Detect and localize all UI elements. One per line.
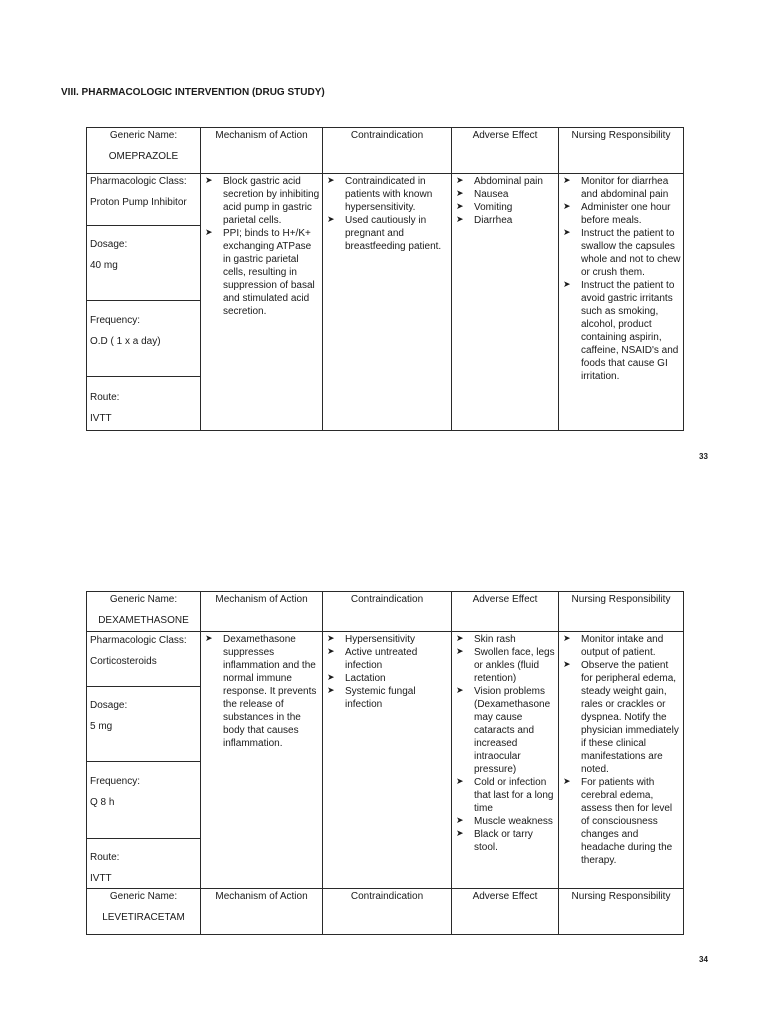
- list-item: ➤ Vision problems (Dexamethasone may cause cataracts and increased intraocular pressure): [456, 685, 556, 776]
- nursing-responsibility-header: Nursing Responsibility: [559, 889, 684, 935]
- contraindication-cell: [323, 174, 452, 431]
- list-item: ➤ PPI; binds to H+/K+ exchanging ATPase in gastric parietal cells, resulting in suppression of basal and stimulated acid secretion.: [205, 227, 320, 318]
- list-item: ➤ Vomiting: [456, 201, 556, 214]
- list-item: ➤ Instruct the patient to swallow the capsules whole and not to chew or crush them.: [563, 227, 681, 279]
- generic-name-value: OMEPRAZOLE: [108, 151, 179, 162]
- route-value: IVTT: [90, 873, 112, 884]
- list-item: ➤ Systemic fungal infection: [327, 685, 449, 711]
- route-label: Route:: [90, 852, 120, 863]
- contraindication-header: Contraindication: [323, 128, 452, 174]
- route-block: [87, 851, 200, 885]
- mechanism-header: Mechanism of Action: [201, 592, 323, 632]
- drug-info-cell: [87, 174, 201, 431]
- contraindication-header: Contraindication: [323, 592, 452, 632]
- frequency-value: Q 8 h: [90, 797, 115, 808]
- list-item: ➤ Observe the patient for peripheral edema, steady weight gain, rales or crackles or dyspnea. Notify the physician immediately if these clinical manifestations are noted.: [563, 659, 681, 776]
- class-label: Pharmacologic Class:: [90, 635, 187, 646]
- generic-name-label: Generic Name:: [109, 130, 178, 141]
- nursing-responsibility-cell: [559, 632, 684, 889]
- class-value: Proton Pump Inhibitor: [90, 197, 187, 208]
- route-block: [87, 391, 200, 425]
- class-value: Corticosteroids: [90, 656, 157, 667]
- list-item: ➤ Active untreated infection: [327, 646, 449, 672]
- adverse-effect-header: Adverse Effect: [452, 592, 559, 632]
- mechanism-header: Mechanism of Action: [201, 128, 323, 174]
- list-item: ➤ Contraindicated in patients with known hypersensitivity.: [327, 175, 449, 214]
- dosage-value: 40 mg: [90, 260, 118, 271]
- class-block: [87, 175, 200, 226]
- frequency-block: [87, 314, 200, 377]
- class-label: Pharmacologic Class:: [90, 176, 187, 187]
- frequency-value: O.D ( 1 x a day): [90, 336, 161, 347]
- drug-info-cell: [87, 632, 201, 889]
- contraindication-header: Contraindication: [323, 889, 452, 935]
- nursing-responsibility-header: Nursing Responsibility: [559, 592, 684, 632]
- page-number: 34: [699, 955, 708, 964]
- nursing-responsibility-list: [559, 174, 683, 383]
- list-item: ➤ For patients with cerebral edema, assess then for level of consciousness changes and headache during the therapy.: [563, 776, 681, 867]
- generic-name-cell: [87, 128, 201, 174]
- generic-name-cell: [87, 592, 201, 632]
- list-item: ➤ Dexamethasone suppresses inflammation and the normal immune response. It prevents the release of substances in the body that causes inflammation.: [205, 633, 320, 750]
- list-item: ➤ Black or tarry stool.: [456, 828, 556, 854]
- list-item: ➤ Muscle weakness: [456, 815, 556, 828]
- mechanism-list: [201, 632, 322, 750]
- list-item: ➤ Block gastric acid secretion by inhibiting acid pump in gastric parietal cells.: [205, 175, 320, 227]
- list-item: ➤ Monitor intake and output of patient.: [563, 633, 681, 659]
- list-item: ➤ Nausea: [456, 188, 556, 201]
- frequency-label: Frequency:: [90, 776, 141, 787]
- adverse-effect-header: Adverse Effect: [452, 128, 559, 174]
- adverse-effect-cell: [452, 632, 559, 889]
- route-label: Route:: [90, 392, 120, 403]
- mechanism-header: Mechanism of Action: [201, 889, 323, 935]
- dosage-label: Dosage:: [90, 239, 128, 250]
- list-item: ➤ Administer one hour before meals.: [563, 201, 681, 227]
- frequency-block: [87, 775, 200, 839]
- nursing-responsibility-list: [559, 632, 683, 867]
- adverse-effect-cell: [452, 174, 559, 431]
- drug-table-omeprazole: [86, 127, 684, 431]
- list-item: ➤ Instruct the patient to avoid gastric irritants such as smoking, alcohol, product containing aspirin, caffeine, NSAID's and foods that cause GI irritation.: [563, 279, 681, 383]
- nursing-responsibility-header: Nursing Responsibility: [559, 128, 684, 174]
- adverse-effect-list: [452, 174, 558, 227]
- adverse-effect-header: Adverse Effect: [452, 889, 559, 935]
- route-value: IVTT: [90, 413, 112, 424]
- dosage-block: [87, 699, 200, 762]
- frequency-label: Frequency:: [90, 315, 141, 326]
- dosage-label: Dosage:: [90, 700, 128, 711]
- section-heading: VIII. PHARMACOLOGIC INTERVENTION (DRUG STUDY): [61, 87, 325, 98]
- list-item: ➤ Abdominal pain: [456, 175, 556, 188]
- list-item: ➤ Lactation: [327, 672, 449, 685]
- contraindication-list: [323, 632, 451, 711]
- contraindication-list: [323, 174, 451, 253]
- dosage-value: 5 mg: [90, 721, 113, 732]
- generic-name-label: Generic Name:: [109, 891, 178, 902]
- list-item: ➤ Diarrhea: [456, 214, 556, 227]
- list-item: ➤ Used cautiously in pregnant and breastfeeding patient.: [327, 214, 449, 253]
- class-block: [87, 634, 200, 687]
- generic-name-value: DEXAMETHASONE: [98, 615, 189, 626]
- nursing-responsibility-cell: [559, 174, 684, 431]
- page-number: 33: [699, 452, 708, 461]
- generic-name-value: LEVETIRACETAM: [102, 912, 185, 923]
- mechanism-cell: [201, 632, 323, 889]
- drug-table-dexamethasone: [86, 591, 684, 935]
- adverse-effect-list: [452, 632, 558, 854]
- list-item: ➤ Swollen face, legs or ankles (fluid retention): [456, 646, 556, 685]
- list-item: ➤ Hypersensitivity: [327, 633, 449, 646]
- list-item: ➤ Skin rash: [456, 633, 556, 646]
- list-item: ➤ Cold or infection that last for a long time: [456, 776, 556, 815]
- mechanism-list: [201, 174, 322, 318]
- generic-name-label: Generic Name:: [109, 594, 178, 605]
- generic-name-cell: [87, 889, 201, 935]
- contraindication-cell: [323, 632, 452, 889]
- mechanism-cell: [201, 174, 323, 431]
- list-item: ➤ Monitor for diarrhea and abdominal pain: [563, 175, 681, 201]
- dosage-block: [87, 238, 200, 301]
